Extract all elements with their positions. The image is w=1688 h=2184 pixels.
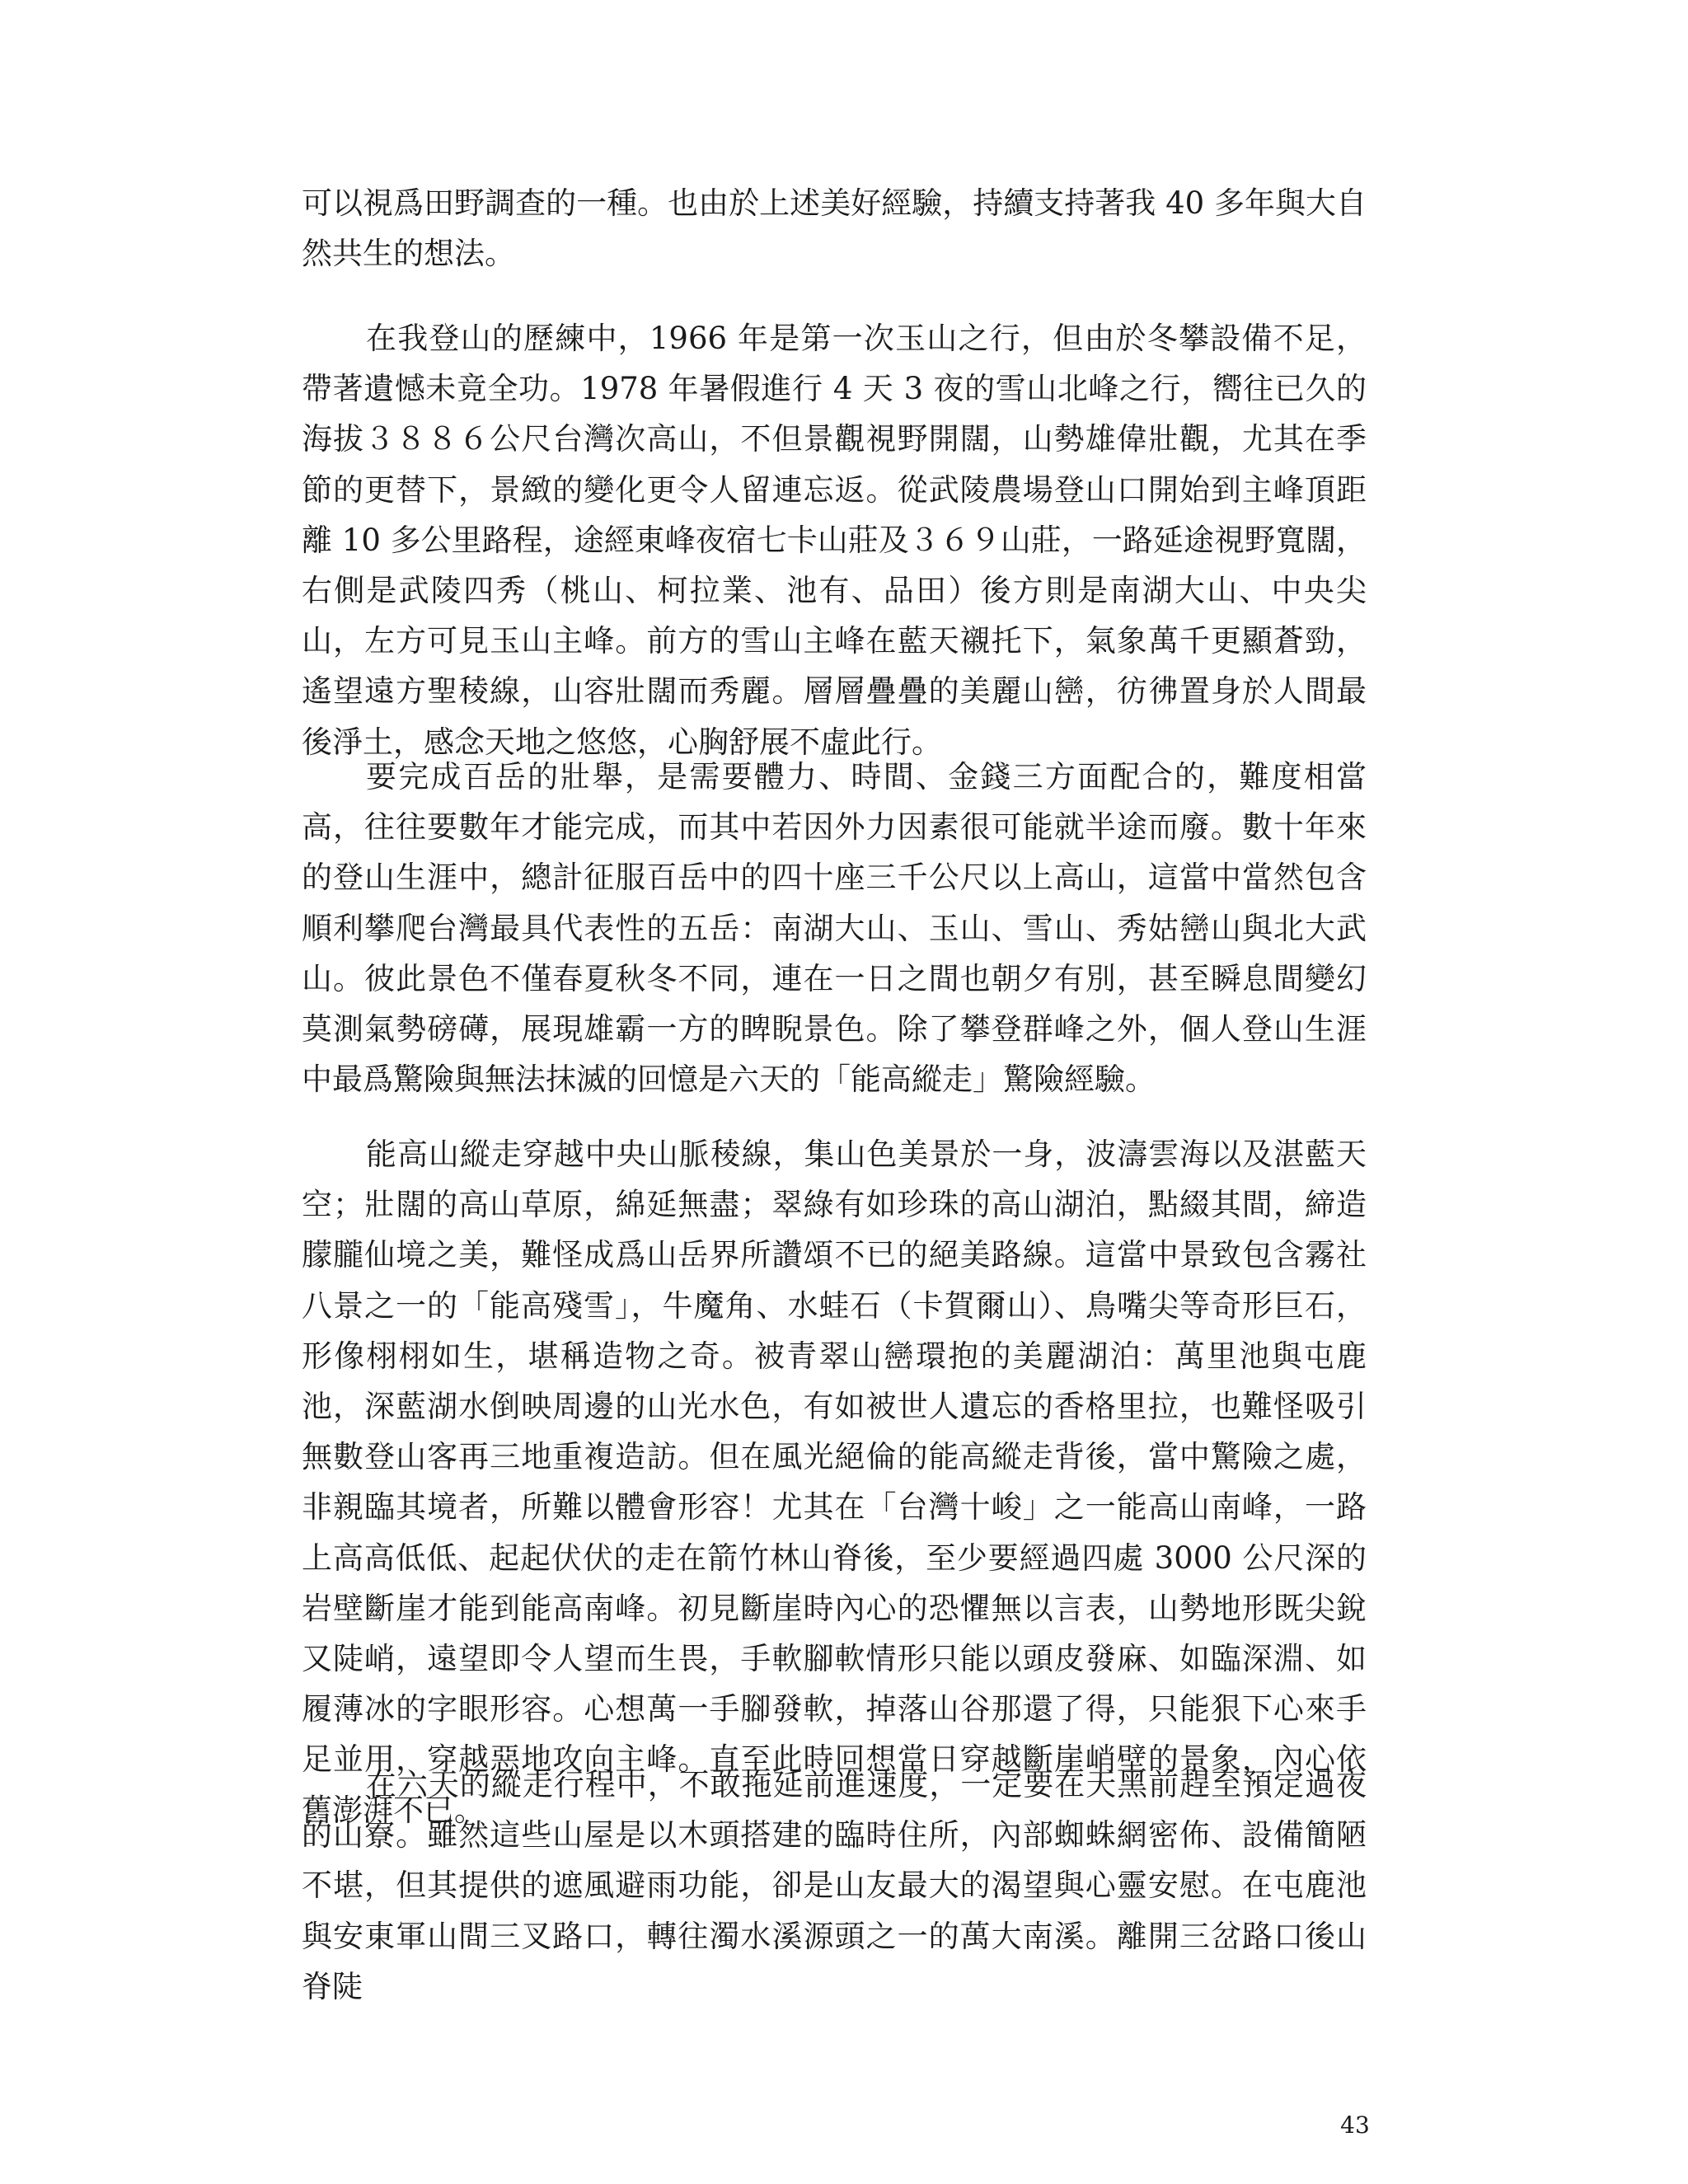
paragraph-4: 能高山縱走穿越中央山脈稜線，集山色美景於一身，波濤雲海以及湛藍天空；壯闊的高山草原，綿延無盡；翠綠有如珍珠的高山湖泊，點綴其間，締造朦朧仙境之美，難怪成爲山岳界所讚頌不已的絕美路線。這當中景致包含霧社八景之一的「能高殘雪」，牛魔角、水蛙石（卡賀爾山）、鳥嘴尖等奇形巨石，形像栩栩如生，堪稱造物之奇。被青翠山巒環抱的美麗湖泊：萬里池與屯鹿池，深藍湖水倒映周邊的山光水色，有如被世人遺忘的香格里拉，也難怪吸引無數登山客再三地重複造訪。但在風光絕倫的能高縱走背後，當中驚險之處，非親臨其境者，所難以體會形容！尤其在「台灣十峻」之一能高山南峰，一路上高高低低、起起伏伏的走在箭竹林山脊後，至少要經過四處 3000 公尺深的岩壁斷崖才能到能高南峰。初見斷崖時內心的恐懼無以言表，山勢地形既尖銳又陡峭，遠望即令人望而生畏，手軟腳軟情形只能以頭皮發麻、如臨深淵、如履薄冰的字眼形容。心想萬一手腳發軟，掉落山谷那還了得，只能狠下心來手足並用，穿越惡地攻向主峰。直至此時回想當日穿越斷崖峭壁的景象，內心依舊澎湃不已。 xyxy=(302,1137,1367,1828)
paragraph-1: 可以視爲田野調查的一種。也由於上述美好經驗，持續支持著我 40 多年與大自然共生的想法。 xyxy=(302,185,1367,272)
page-number: 43 xyxy=(1340,2111,1370,2139)
paragraph-2: 在我登山的歷練中，1966 年是第一次玉山之行，但由於冬攀設備不足，帶著遺憾未竟全功。1978 年暑假進行 4 天 3 夜的雪山北峰之行，嚮往已久的海拔３８８６公尺台灣次高山，不但景觀視野開闊，山勢雄偉壯觀，尤其在季節的更替下，景緻的變化更令人留連忘返。從武陵農場登山口開始到主峰頂距離 10 多公里路程，途經東峰夜宿七卡山莊及３６９山莊，一路延途視野寬闊，右側是武陵四秀（桃山、柯拉業、池有、品田）後方則是南湖大山、中央尖山，左方可見玉山主峰。前方的雪山主峰在藍天襯托下，氣象萬千更顯蒼勁，遙望遠方聖稜線，山容壯闊而秀麗。層層疊疊的美麗山巒，彷彿置身於人間最後淨土，感念天地之悠悠，心胸舒展不虛此行。 xyxy=(302,321,1367,760)
paragraph-3: 要完成百岳的壯舉，是需要體力、時間、金錢三方面配合的，難度相當高，往往要數年才能完成，而其中若因外力因素很可能就半途而廢。數十年來的登山生涯中，總計征服百岳中的四十座三千公尺以上高山，這當中當然包含順利攀爬台灣最具代表性的五岳：南湖大山、玉山、雪山、秀姑巒山與北大武山。彼此景色不僅春夏秋冬不同，連在一日之間也朝夕有別，甚至瞬息間變幻莫測氣勢磅礡，展現雄霸一方的睥睨景色。除了攀登群峰之外，個人登山生涯中最爲驚險與無法抹滅的回憶是六天的「能高縱走」驚險經驗。 xyxy=(302,759,1367,1098)
paragraph-5: 在六天的縱走行程中，不敢拖延前進速度，一定要在天黑前趕至預定過夜的山寮。雖然這些山屋是以木頭搭建的臨時住所，內部蜘蛛網密佈、設備簡陋不堪，但其提供的遮風避雨功能，卻是山友最大的渴望與心靈安慰。在屯鹿池與安東軍山間三叉路口，轉往濁水溪源頭之一的萬大南溪。離開三岔路口後山脊陡 xyxy=(302,1767,1367,2004)
